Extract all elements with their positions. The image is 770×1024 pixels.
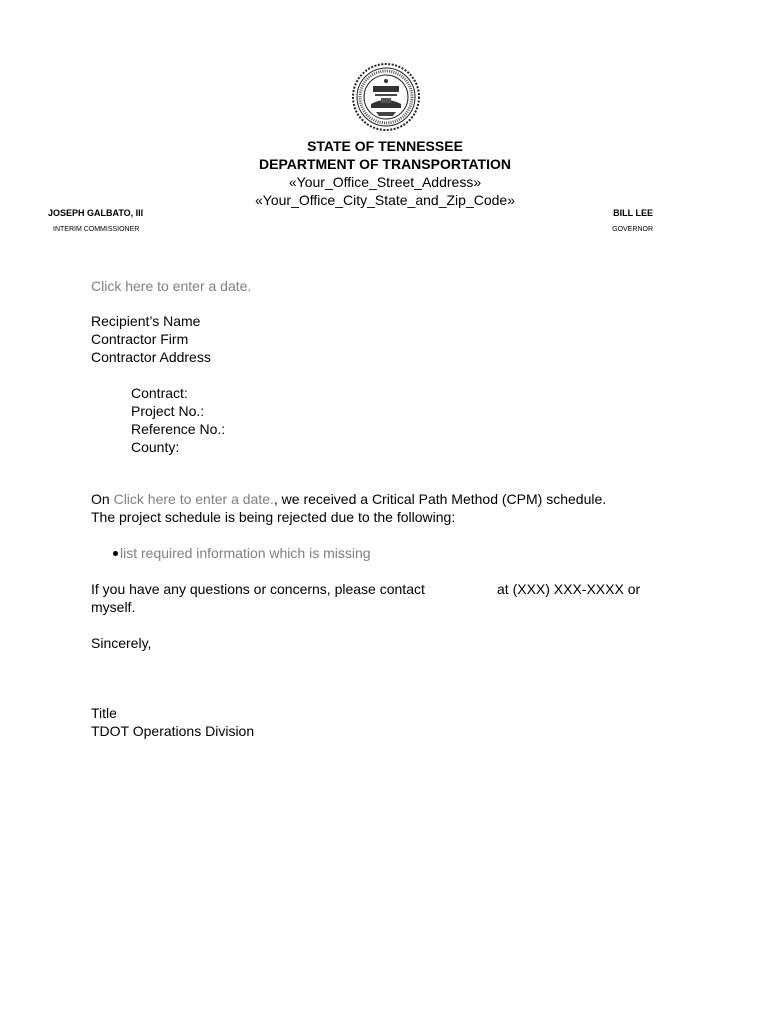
governor-title: GOVERNOR (612, 226, 653, 233)
contract-label: Contract: (131, 385, 188, 401)
date-field[interactable]: Click here to enter a date. (91, 278, 252, 294)
schedule-received-paragraph (91, 490, 606, 508)
missing-info-field[interactable]: list required information which is missing (120, 545, 371, 561)
paragraph-prefix: On (91, 491, 114, 507)
paragraph-suffix: , we received a Critical Path Method (CPM) schedule. (273, 491, 607, 507)
contact-line-end: myself. (91, 599, 136, 615)
commissioner-title: INTERIM COMMISSIONER (53, 226, 140, 233)
contact-phone-text: at (XXX) XXX-XXXX or (497, 581, 641, 597)
signer-title: Title (91, 705, 117, 721)
division-name: TDOT Operations Division (91, 723, 255, 739)
project-number-label: Project No.: (131, 403, 205, 419)
closing: Sincerely, (91, 635, 152, 651)
missing-info-list-item (113, 544, 371, 562)
county-label: County: (131, 439, 180, 455)
state-seal-icon (351, 62, 421, 132)
contractor-address: Contractor Address (91, 349, 211, 365)
contractor-firm: Contractor Firm (91, 331, 189, 347)
rejection-statement: The project schedule is being rejected due to the following: (91, 509, 456, 525)
governor-name: BILL LEE (613, 208, 653, 218)
contact-line-start: If you have any questions or concerns, please contact (91, 581, 425, 597)
commissioner-name: JOSEPH GALBATO, III (48, 208, 144, 218)
department-name: DEPARTMENT OF TRANSPORTATION (259, 156, 511, 172)
bullet-icon (113, 551, 118, 556)
office-city-state-zip: «Your_Office_City_State_and_Zip_Code» (255, 192, 515, 208)
state-name: STATE OF TENNESSEE (307, 138, 463, 154)
recipient-name: Recipient’s Name (91, 313, 201, 329)
reference-number-label: Reference No.: (131, 421, 226, 437)
office-street-address: «Your_Office_Street_Address» (288, 174, 482, 190)
received-date-field[interactable]: Click here to enter a date. (113, 491, 274, 507)
